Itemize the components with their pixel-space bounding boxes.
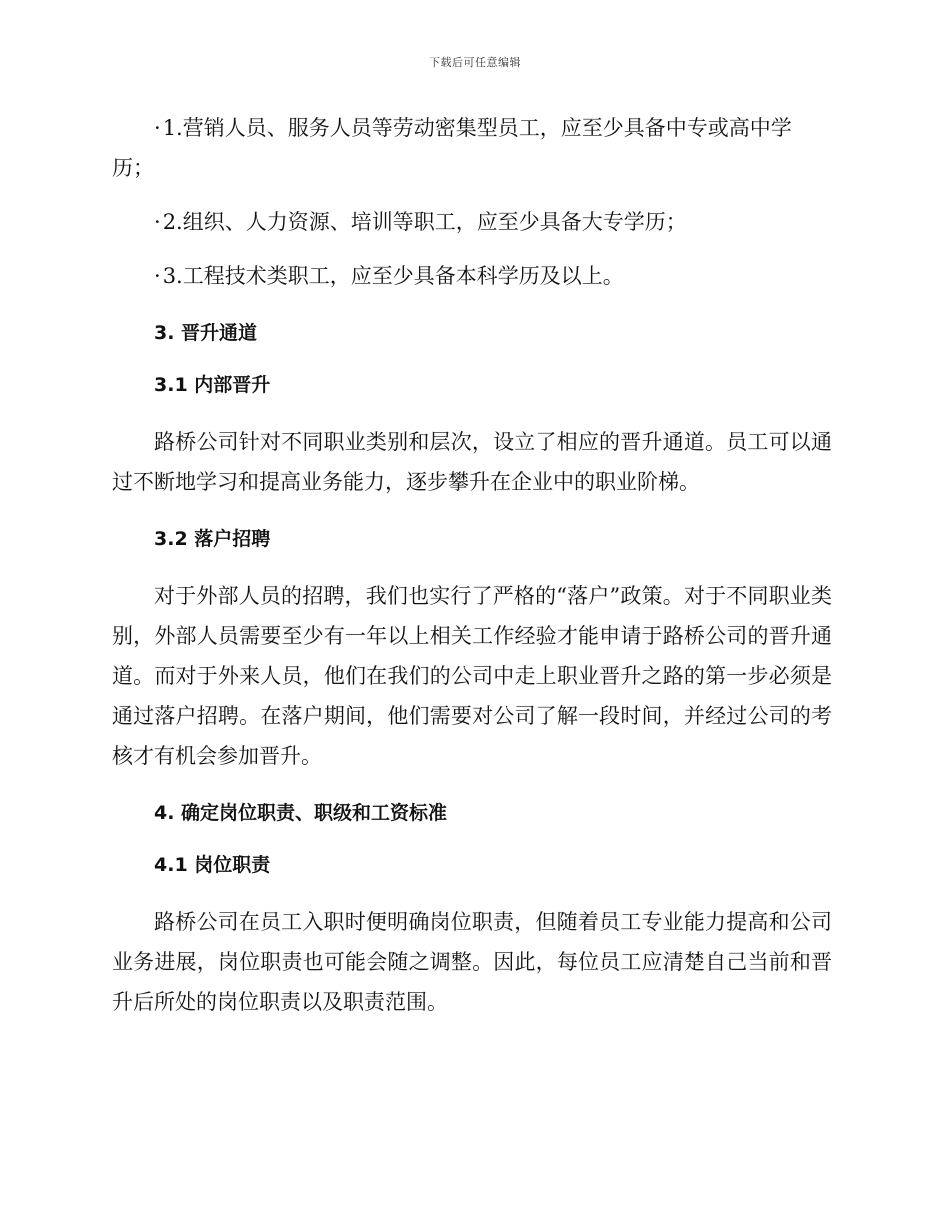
subsection-heading-3-2: 3.2 落户招聘: [154, 528, 271, 550]
header-note: 下载后可任意编辑: [429, 56, 521, 69]
list-item-text: 3.工程技术类职工，应至少具备本科学历及以上。: [162, 264, 624, 288]
paragraph-internal-promotion: 路桥公司针对不同职业类别和层次，设立了相应的晋升通道。员工可以通过不断地学习和提高业务能力，逐步攀升在企业中的职业阶梯。: [112, 430, 832, 494]
list-item: [112, 256, 832, 296]
bullet-icon: ·: [154, 264, 161, 288]
subsection-heading-3-1: 3.1 内部晋升: [154, 374, 271, 396]
paragraph-job-duties: 路桥公司在员工入职时便明确岗位职责，但随着员工专业能力提高和公司业务进展，岗位职责也可能会随之调整。因此，每位员工应清楚自己当前和晋升后所处的岗位职责以及职责范围。: [112, 910, 832, 1014]
section-heading-3: 3. 晋升通道: [154, 322, 258, 344]
paragraph-settlement-recruitment: 对于外部人员的招聘，我们也实行了严格的“落户”政策。对于不同职业类别，外部人员需要至少有一年以上相关工作经验才能申请于路桥公司的晋升通道。而对于外来人员，他们在我们的公司中走上职业晋升之路的第一步必须是通过落户招聘。在落户期间，他们需要对公司了解一段时间，并经过公司的考核才有机会参加晋升。: [112, 584, 832, 768]
list-item-text: 1.营销人员、服务人员等劳动密集型员工，应至少具备中专或高中学历；: [112, 116, 792, 180]
list-item: [112, 108, 832, 188]
section-heading-4: 4. 确定岗位职责、职级和工资标准: [154, 802, 448, 824]
list-item-text: 2.组织、人力资源、培训等职工，应至少具备大专学历；: [162, 210, 687, 234]
list-item: [112, 202, 832, 242]
bullet-icon: ·: [154, 116, 161, 140]
subsection-heading-4-1: 4.1 岗位职责: [154, 854, 271, 876]
bullet-icon: ·: [154, 210, 161, 234]
document-body: [112, 108, 832, 1030]
